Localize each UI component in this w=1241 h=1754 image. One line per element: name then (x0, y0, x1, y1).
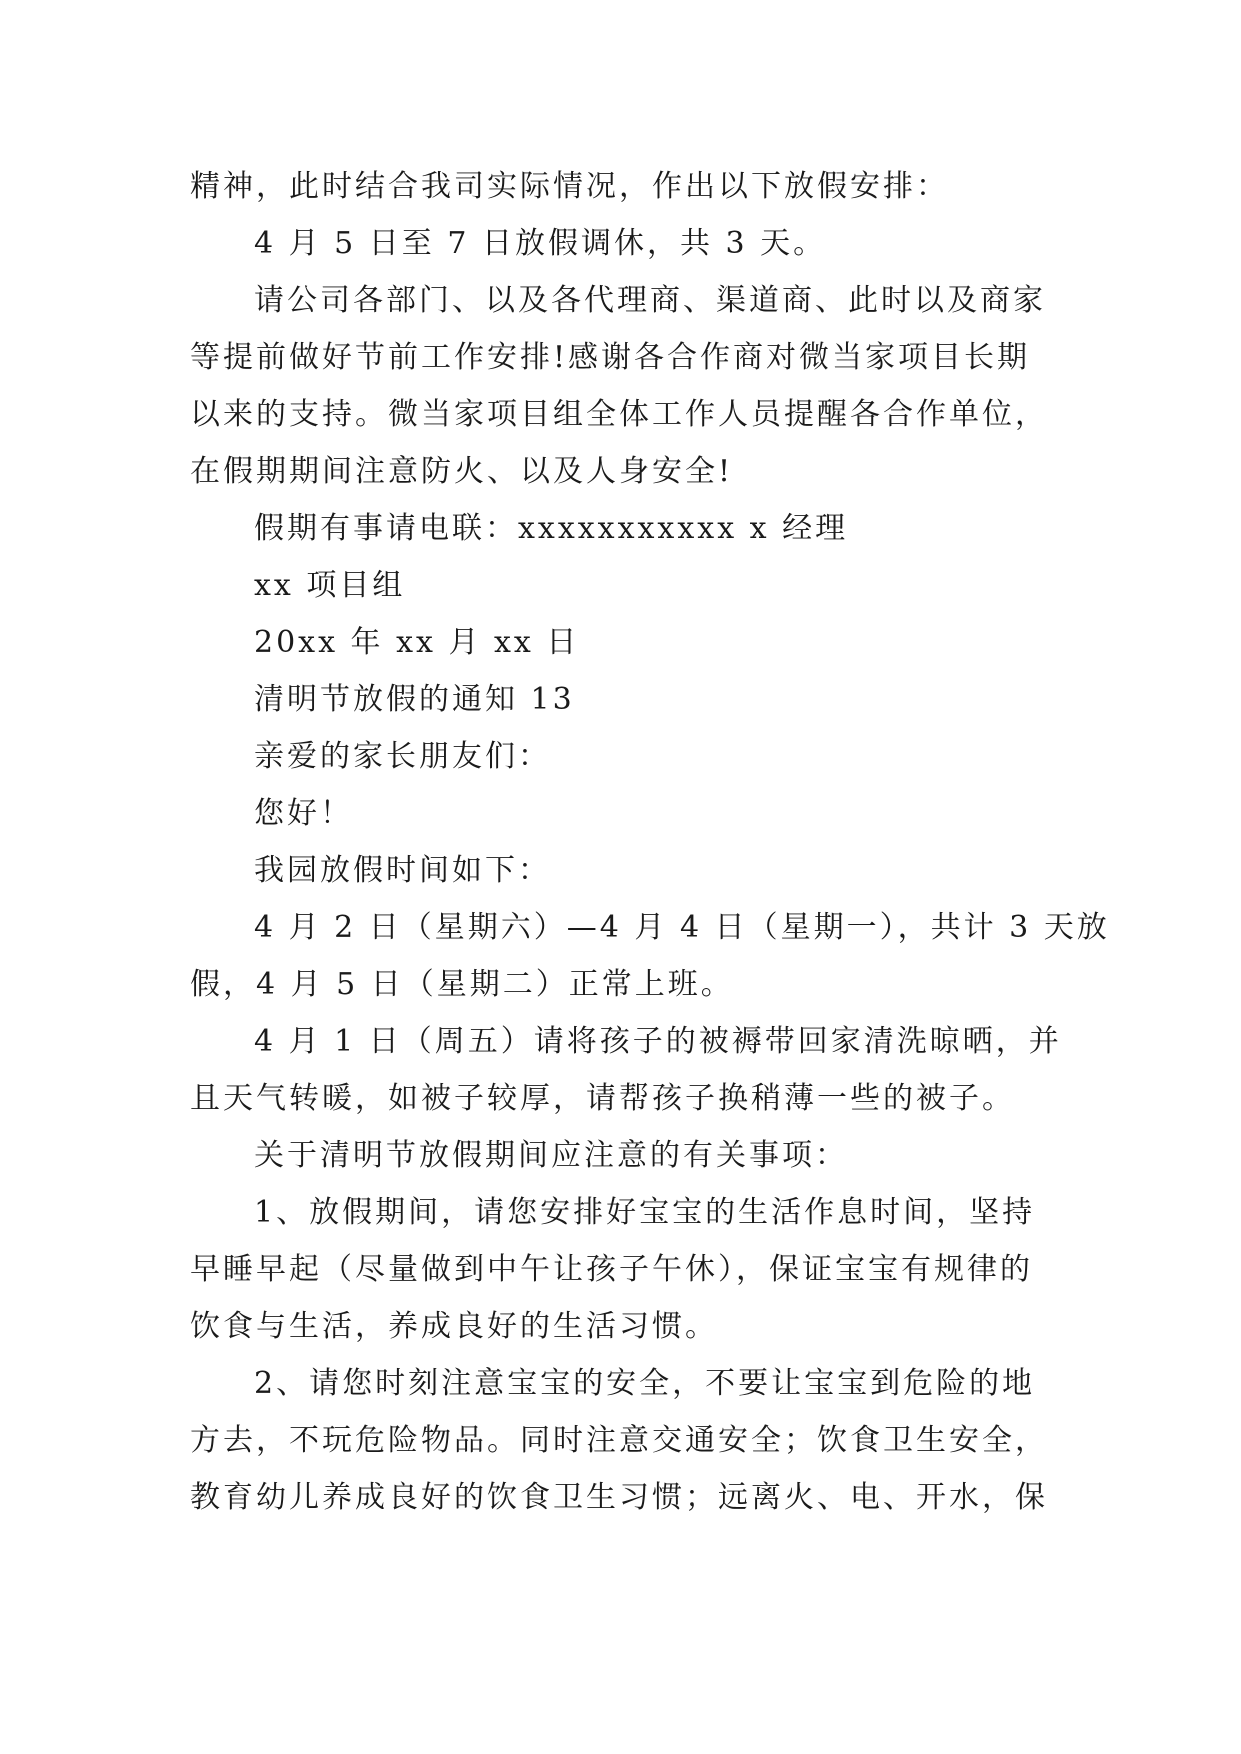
text-line: 我园放假时间如下： (254, 853, 551, 888)
text-line: 方去，不玩危险物品。同时注意交通安全；饮食卫生安全， (190, 1423, 1048, 1458)
text-line: 假期有事请电联：xxxxxxxxxxx x 经理 (254, 511, 849, 546)
text-line: xx 项目组 (254, 568, 406, 603)
text-line: 在假期期间注意防火、以及人身安全! (190, 454, 734, 489)
text-line: 4 月 1 日（周五）请将孩子的被褥带回家清洗晾晒，并 (254, 1024, 1062, 1059)
text-line: 2、请您时刻注意宝宝的安全，不要让宝宝到危险的地 (254, 1366, 1036, 1401)
text-line: 4 月 5 日至 7 日放假调休，共 3 天。 (254, 226, 827, 261)
text-line: 饮食与生活，养成良好的生活习惯。 (190, 1309, 718, 1344)
text-line: 早睡早起（尽量做到中午让孩子午休），保证宝宝有规律的 (190, 1252, 1033, 1287)
text-line: 等提前做好节前工作安排!感谢各合作商对微当家项目长期 (190, 340, 1031, 375)
text-line: 1、放假期间，请您安排好宝宝的生活作息时间，坚持 (254, 1195, 1036, 1230)
text-line: 关于清明节放假期间应注意的有关事项： (254, 1138, 848, 1173)
text-line: 假，4 月 5 日（星期二）正常上班。 (190, 967, 734, 1002)
text-line: 亲爱的家长朋友们： (254, 739, 551, 774)
text-line: 4 月 2 日（星期六）—4 月 4 日（星期一），共计 3 天放 (254, 910, 1110, 945)
text-line: 且天气转暖，如被子较厚，请帮孩子换稍薄一些的被子。 (190, 1081, 1015, 1116)
text-line: 教育幼儿养成良好的饮食卫生习惯；远离火、电、开水，保 (190, 1480, 1048, 1515)
text-line: 精神，此时结合我司实际情况，作出以下放假安排： (190, 169, 949, 204)
text-line: 20xx 年 xx 月 xx 日 (254, 625, 580, 660)
text-line: 您好！ (254, 796, 353, 831)
text-line: 以来的支持。微当家项目组全体工作人员提醒各合作单位， (190, 397, 1048, 432)
text-line: 请公司各部门、以及各代理商、渠道商、此时以及商家 (254, 283, 1046, 318)
text-line: 清明节放假的通知 13 (254, 682, 575, 717)
